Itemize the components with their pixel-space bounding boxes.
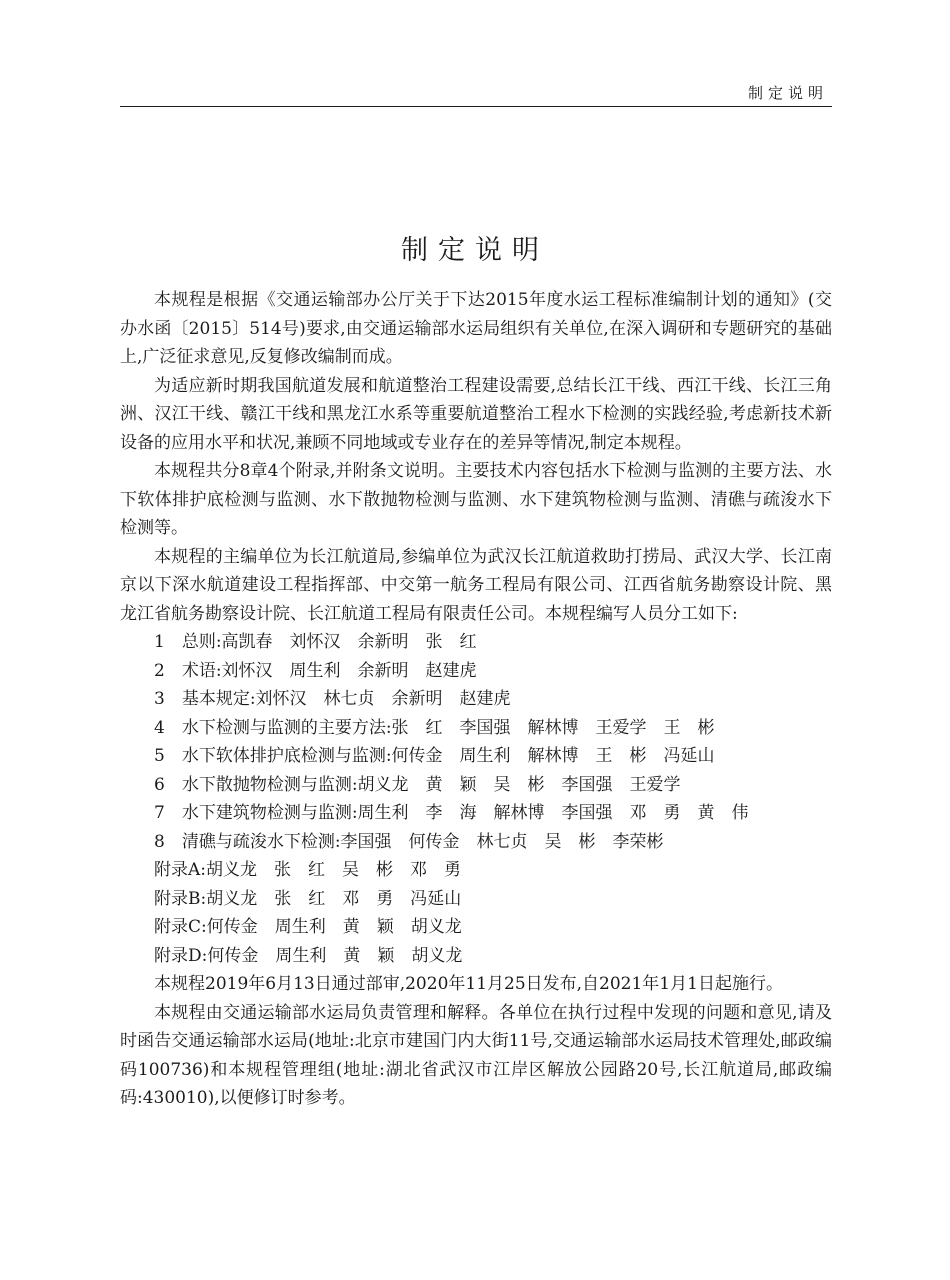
author-list-item: 5 水下软体排护底检测与监测:何传金 周生利 解林博 王 彬 冯延山 bbox=[154, 746, 715, 766]
paragraph-editors: 本规程的主编单位为长江航道局,参编单位为武汉长江航道救助打捞局、武汉大学、长江南京以下深水航道建设工程指挥部、中交第一航务工程局有限公司、江西省航务勘察设计院、黑龙江省航务勘察设计院、长江航道工程局有限责任公司。本规程编写人员分工如下: bbox=[120, 546, 832, 624]
author-list-item: 4 水下检测与监测的主要方法:张 红 李国强 解林博 王爱学 王 彬 bbox=[154, 717, 715, 738]
author-list bbox=[120, 628, 832, 970]
author-list-item: 附录C:何传金 周生利 黄 颖 胡义龙 bbox=[154, 917, 462, 937]
author-list-item: 8 清礁与疏浚水下检测:李国强 何传金 林七贞 吴 彬 李荣彬 bbox=[154, 831, 664, 852]
paragraph-purpose: 为适应新时期我国航道发展和航道整治工程建设需要,总结长江干线、西江干线、长江三角洲、汉江干线、赣江干线和黑龙江水系等重要航道整治工程水下检测的实践经验,考虑新技术新设备的应用水平和状况,兼顾不同地域或专业存在的差异等情况,制定本规程。 bbox=[120, 375, 832, 453]
header-rule bbox=[120, 106, 832, 107]
running-header: 制定说明 bbox=[747, 84, 828, 102]
paragraph-contents: 本规程共分8章4个附录,并附条文说明。主要技术内容包括水下检测与监测的主要方法、水下软体排护底检测与监测、水下散抛物检测与监测、水下建筑物检测与监测、清礁与疏浚水下检测等。 bbox=[120, 461, 832, 538]
author-list-item: 附录B:胡义龙 张 红 邓 勇 冯延山 bbox=[154, 888, 462, 909]
author-list-item: 附录A:胡义龙 张 红 吴 彬 邓 勇 bbox=[154, 860, 462, 880]
author-list-item: 7 水下建筑物检测与监测:周生利 李 海 解林博 李国强 邓 勇 黄 伟 bbox=[154, 803, 749, 823]
author-list-item: 2 术语:刘怀汉 周生利 余新明 赵建虎 bbox=[154, 660, 477, 681]
author-list-item: 3 基本规定:刘怀汉 林七贞 余新明 赵建虎 bbox=[154, 689, 511, 709]
body-text bbox=[120, 286, 832, 1113]
author-list-item: 1 总则:高凯春 刘怀汉 余新明 张 红 bbox=[154, 632, 477, 652]
author-list-item: 6 水下散抛物检测与监测:胡义龙 黄 颖 吴 彬 李国强 王爱学 bbox=[154, 774, 681, 795]
paragraph-contact: 本规程由交通运输部水运局负责管理和解释。各单位在执行过程中发现的问题和意见,请及时函告交通运输部水运局(地址:北京市建国门内大街11号,交通运输部水运局技术管理处,邮政编码100736)和本规程管理组(地址:湖北省武汉市江岸区解放公园路20号,长江航道局,邮政编码:430010),以便修订时参考。 bbox=[120, 1002, 832, 1108]
page-title: 制定说明 bbox=[401, 235, 549, 266]
author-list-item: 附录D:何传金 周生利 黄 颖 胡义龙 bbox=[154, 945, 463, 966]
paragraph-background: 本规程是根据《交通运输部办公厅关于下达2015年度水运工程标准编制计划的通知》(交办水函〔2015〕514号)要求,由交通运输部水运局组织有关单位,在深入调研和专题研究的基础上,广泛征求意见,反复修改编制而成。 bbox=[120, 290, 832, 367]
paragraph-dates: 本规程2019年6月13日通过部审,2020年11月25日发布,自2021年1月1日起施行。 bbox=[154, 974, 783, 994]
